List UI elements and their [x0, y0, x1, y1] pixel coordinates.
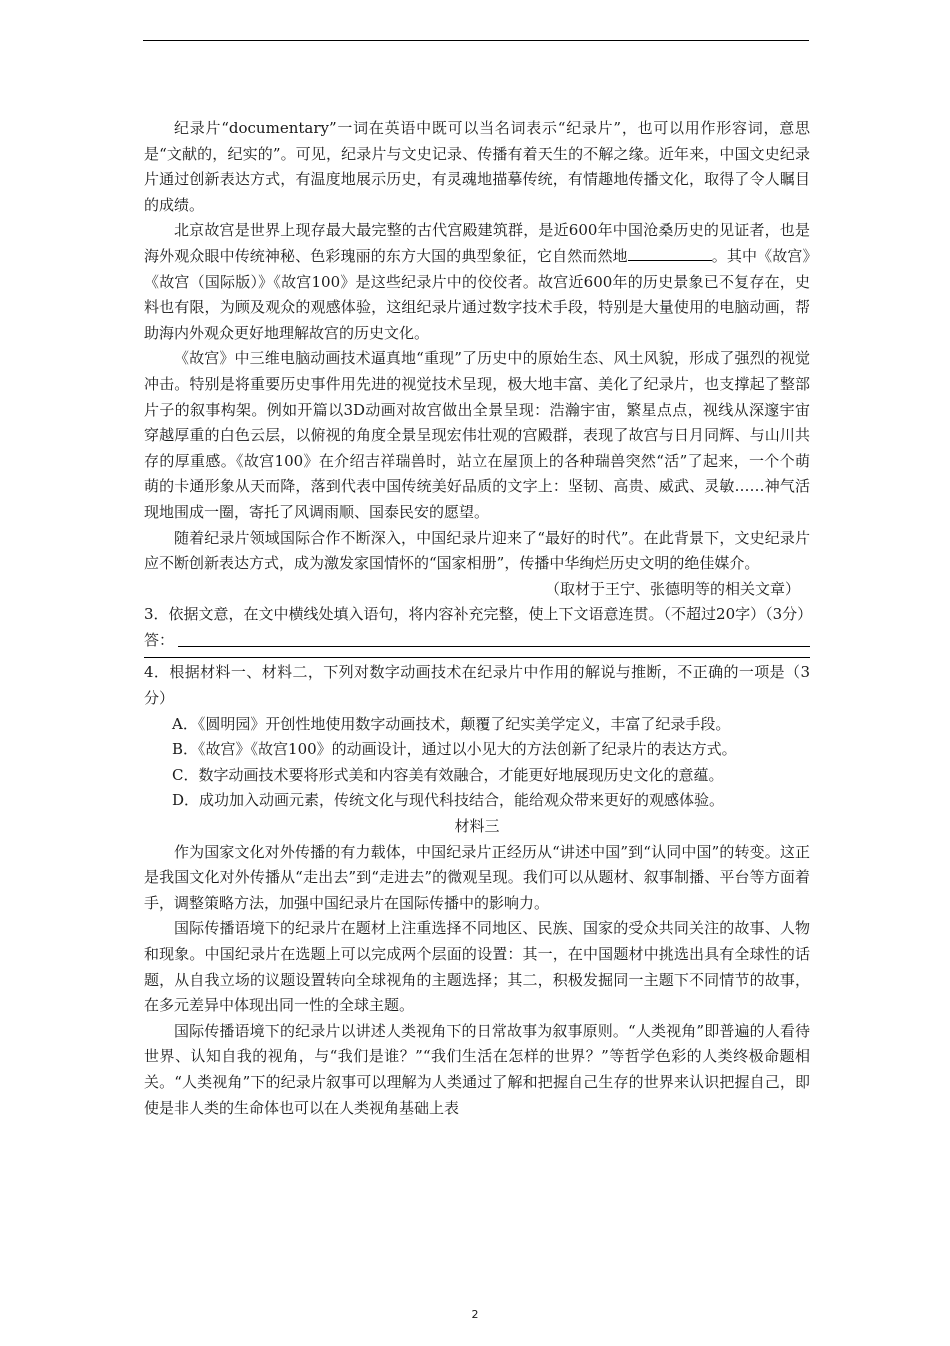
answer-line[interactable] — [178, 628, 810, 647]
answer-label: 答： — [144, 630, 175, 649]
question-4-prompt: 4．根据材料一、材料二，下列对数字动画技术在纪录片中作用的解说与推断，不正确的一项是（3分） — [144, 663, 810, 708]
page-content — [144, 116, 813, 1121]
header-rule — [143, 40, 809, 41]
page-number: 2 — [471, 1308, 479, 1321]
question-4-option-c: C．数字动画技术要将形式美和内容美有效融合，才能更好地展现历史文化的意蕴。 — [172, 765, 724, 784]
answer-line-2[interactable] — [144, 657, 810, 658]
passage-source: （取材于王宁、张德明等的相关文章） — [544, 579, 800, 598]
material-3-paragraph-3: 国际传播语境下的纪录片以讲述人类视角下的日常故事为叙事原则。“人类视角”即普遍的人看待世界、认知自我的视角，与“我们是谁？”“我们生活在怎样的世界？”等哲学色彩的人类终极命题相关。“人类视角”下的纪录片叙事可以理解为人类通过了解和把握自己生存的世界来认识把握自己，即使是非人类的生命体也可以在人类视角基础上表 — [144, 1021, 810, 1117]
passage-paragraph-4: 随着纪录片领域国际合作不断深入，中国纪录片迎来了“最好的时代”。在此背景下，文史纪录片应不断创新表达方式，成为激发家国情怀的“国家相册”，传播中华绚烂历史文明的绝佳媒介。 — [144, 528, 810, 573]
passage-paragraph-2 — [144, 218, 810, 346]
passage-paragraph-2-before: 北京故宫是世界上现存最大最完整的古代宫殿建筑群，是近600年中国沧桑历史的见证者，也是海外观众眼中传统神秘、色彩瑰丽的东方大国的典型象征，它自然而然地 — [144, 221, 810, 265]
material-3-paragraph-2: 国际传播语境下的纪录片在题材上注重选择不同地区、民族、国家的受众共同关注的故事、人物和现象。中国纪录片在选题上可以完成两个层面的设置：其一，在中国题材中挑选出具有全球性的话题，从自我立场的议题设置转向全球视角的主题选择；其二，积极发掘同一主题下不同情节的故事，在多元差异中体现出同一性的全球主题。 — [144, 919, 810, 1015]
question-4-option-d: D．成功加入动画元素，传统文化与现代科技结合，能给观众带来更好的观感体验。 — [172, 791, 725, 810]
question-3-prompt: 3．依据文意，在文中横线处填入语句，将内容补充完整，使上下文语意连贯。（不超过20字）（3分） — [144, 605, 813, 624]
question-4-option-a: A．《圆明园》开创性地使用数字动画技术，颠覆了纪实美学定义，丰富了纪录手段。 — [172, 714, 731, 733]
material-3-title: 材料三 — [454, 817, 500, 836]
material-3-paragraph-1: 作为国家文化对外传播的有力载体，中国纪录片正经历从“讲述中国”到“认同中国”的转变。这正是我国文化对外传播从“走出去”到“走进去”的微观呈现。我们可以从题材、叙事制播、平台等方面着手，调整策略方法，加强中国纪录片在国际传播中的影响力。 — [144, 842, 810, 912]
passage-paragraph-2-after: 。其中《故宫》《故宫（国际版）》《故宫100》是这些纪录片中的佼佼者。故宫近600年的历史景象已不复存在，史料也有限，为顾及观众的观感体验，这组纪录片通过数字技术手段，特别是大量使用的电脑动画，帮助海内外观众更好地理解故宫的历史文化。 — [144, 246, 810, 342]
answer-row — [144, 628, 810, 654]
question-4-option-b: B．《故宫》《故宫100》的动画设计，通过以小见大的方法创新了纪录片的表达方式。 — [172, 740, 737, 759]
passage-paragraph-1: 纪录片“documentary”一词在英语中既可以当名词表示“纪录片”，也可以用作形容词，意思是“文献的，纪实的”。可见，纪录片与文史记录、传播有着天生的不解之缘。近年来，中国文史纪录片通过创新表达方式，有温度地展示历史，有灵魂地描摹传统，有情趣地传播文化，取得了令人瞩目的成绩。 — [144, 119, 810, 214]
passage-paragraph-3: 《故宫》中三维电脑动画技术逼真地“重现”了历史中的原始生态、风土风貌，形成了强烈的视觉冲击。特别是将重要历史事件用先进的视觉技术呈现，极大地丰富、美化了纪录片，也支撑起了整部片子的叙事构架。例如开篇以3D动画对故宫做出全景呈现：浩瀚宇宙，繁星点点，视线从深邃宇宙穿越厚重的白色云层，以俯视的角度全景呈现宏伟壮观的宫殿群，表现了故宫与日月同辉、与山川共存的厚重感。《故宫100》在介绍吉祥瑞兽时，站立在屋顶上的各种瑞兽突然“活”了起来，一个个萌萌的卡通形象从天而降，落到代表中国传统美好品质的文字上：坚韧、高贵、威武、灵敏……神气活现地围成一圈，寄托了风调雨顺、国泰民安的愿望。 — [144, 349, 810, 521]
fill-in-blank — [628, 246, 712, 261]
